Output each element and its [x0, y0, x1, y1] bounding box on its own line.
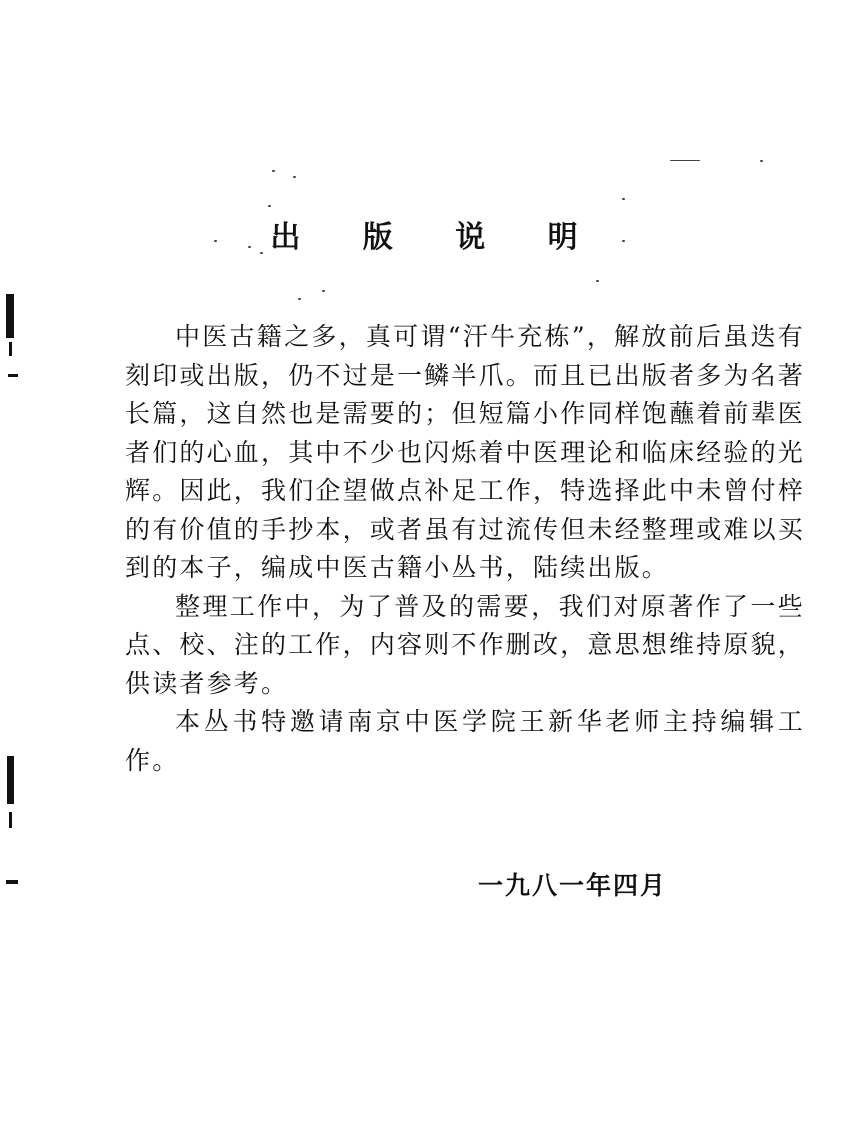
scan-speck: [268, 205, 271, 207]
publication-date: 一九八一年四月: [478, 871, 668, 900]
scan-artifact-left-mid-2: [9, 812, 12, 828]
paragraph-1: 中医古籍之多，真可谓“汗牛充栋”，解放前后虽迭有刻印或出版，仍不过是一鳞半爪。而且已出版者多为名著长篇，这自然也是需要的；但短篇小作同样饱蘸着前辈医者们的心血，其中不少也闪烁着中医理论和临床经验的光辉。因此，我们企望做点补足工作，特选择此中未曾付梓的有价值的手抄本，或者虽有过流传但未经整理或难以买到的本子，编成中医古籍小丛书，陆续出版。: [125, 322, 806, 582]
paragraph-3: 本丛书特邀请南京中医学院王新华老师主持编辑工作。: [125, 707, 805, 775]
page-title: 出 版 说 明: [270, 220, 604, 255]
scan-speck: [293, 176, 296, 178]
scan-artifact-left-bottom: [6, 880, 18, 884]
scan-speck: [272, 170, 275, 172]
paragraph-2: 整理工作中，为了普及的需要，我们对原著作了一些点、校、注的工作，内容则不作删改，意思想维持原貌，供读者参考。: [125, 591, 806, 698]
scan-speck: [322, 290, 325, 292]
scan-speck: [670, 160, 700, 161]
scan-artifact-left-top: [6, 294, 14, 338]
scan-speck: [298, 298, 301, 300]
scan-speck: [596, 280, 599, 282]
scan-artifact-left-tick: [8, 374, 18, 377]
scan-speck: [622, 198, 625, 200]
scan-artifact-left-mid: [7, 756, 14, 804]
scan-speck: [760, 160, 763, 162]
scan-artifact-left-top-2: [9, 342, 12, 356]
body-text: [125, 318, 805, 780]
